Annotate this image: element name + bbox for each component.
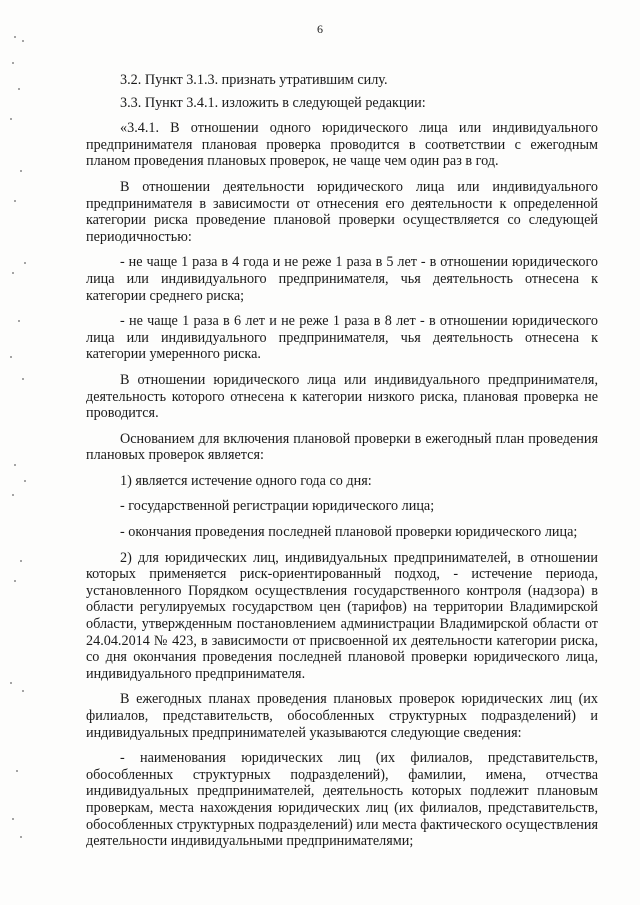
paragraph-grounds: Основанием для включения плановой проверки в ежегодный план проведения плановых проверок является:: [86, 430, 598, 464]
list-item-names: - наименования юридических лиц (их филиалов, представительств, обособленных структурных подразделений), фамилии, имена, отчества индивидуальных предпринимателей, деятельность которых подлежит плановым проверкам, места нахождения юридических лиц (их филиалов, представительств, обособленных структурных подразделений) или места фактического осуществления деятельности индивидуальными предпринимателями;: [86, 750, 598, 850]
list-item-one-year: 1) является истечение одного года со дня:: [120, 472, 372, 489]
paragraph-low-risk: В отношении юридического лица или индивидуального предпринимателя, деятельность которого отнесена к категории низкого риска, плановая проверка не проводится.: [86, 371, 598, 422]
list-item-state-registration: - государственной регистрации юридического лица;: [120, 498, 435, 515]
list-item-moderate-risk: - не чаще 1 раза в 6 лет и не реже 1 раза в 8 лет - в отношении юридического лица или индивидуального предпринимателя, чья деятельность отнесена к категории умеренного риска.: [86, 313, 598, 363]
document-body: [86, 72, 598, 859]
list-item-last-inspection: - окончания проведения последней плановой проверки юридического лица;: [120, 524, 578, 541]
scan-margin-marks: [0, 0, 48, 905]
list-item-risk-approach: 2) для юридических лиц, индивидуальных предпринимателей, в отношении которых применяется риск-ориентированный подход, - истечение периода, установленного Порядком осуществления государственного контроля (надзора) в области регулируемых государством цен (тарифов) на территории Владимирской области, утвержденным постановлением администрации Владимирской области от 24.04.2014 № 423, в зависимости от присвоенной их деятельности категории риска, со дня окончания проведения последней плановой проверки юридического лица, индивидуального предпринимателя.: [86, 549, 598, 682]
paragraph-annual-plans: В ежегодных планах проведения плановых проверок юридических лиц (их филиалов, представительств, обособленных структурных подразделений) и индивидуальных предпринимателей указываются следующие сведения:: [86, 691, 598, 741]
paragraph-3-3: 3.3. Пункт 3.4.1. изложить в следующей редакции:: [120, 94, 426, 111]
paragraph-risk-periodicity: В отношении деятельности юридического лица или индивидуального предпринимателя в зависимости от отнесения его деятельности к определенной категории риска проведение плановой проверки осуществляется со следующей периодичностью:: [86, 178, 598, 245]
paragraph-3-4-1: «3.4.1. В отношении одного юридического лица или индивидуального предпринимателя плановая проверка проводится в соответствии с ежегодным планом проведения плановых проверок, не чаще чем один раз в год.: [86, 120, 598, 170]
paragraph-3-2: 3.2. Пункт 3.1.3. признать утратившим силу.: [120, 72, 388, 88]
list-item-medium-risk: - не чаще 1 раза в 4 года и не реже 1 раза в 5 лет - в отношении юридического лица или индивидуального предпринимателя, чья деятельность отнесена к категории среднего риска;: [86, 254, 598, 304]
page-number: 6: [317, 22, 323, 36]
